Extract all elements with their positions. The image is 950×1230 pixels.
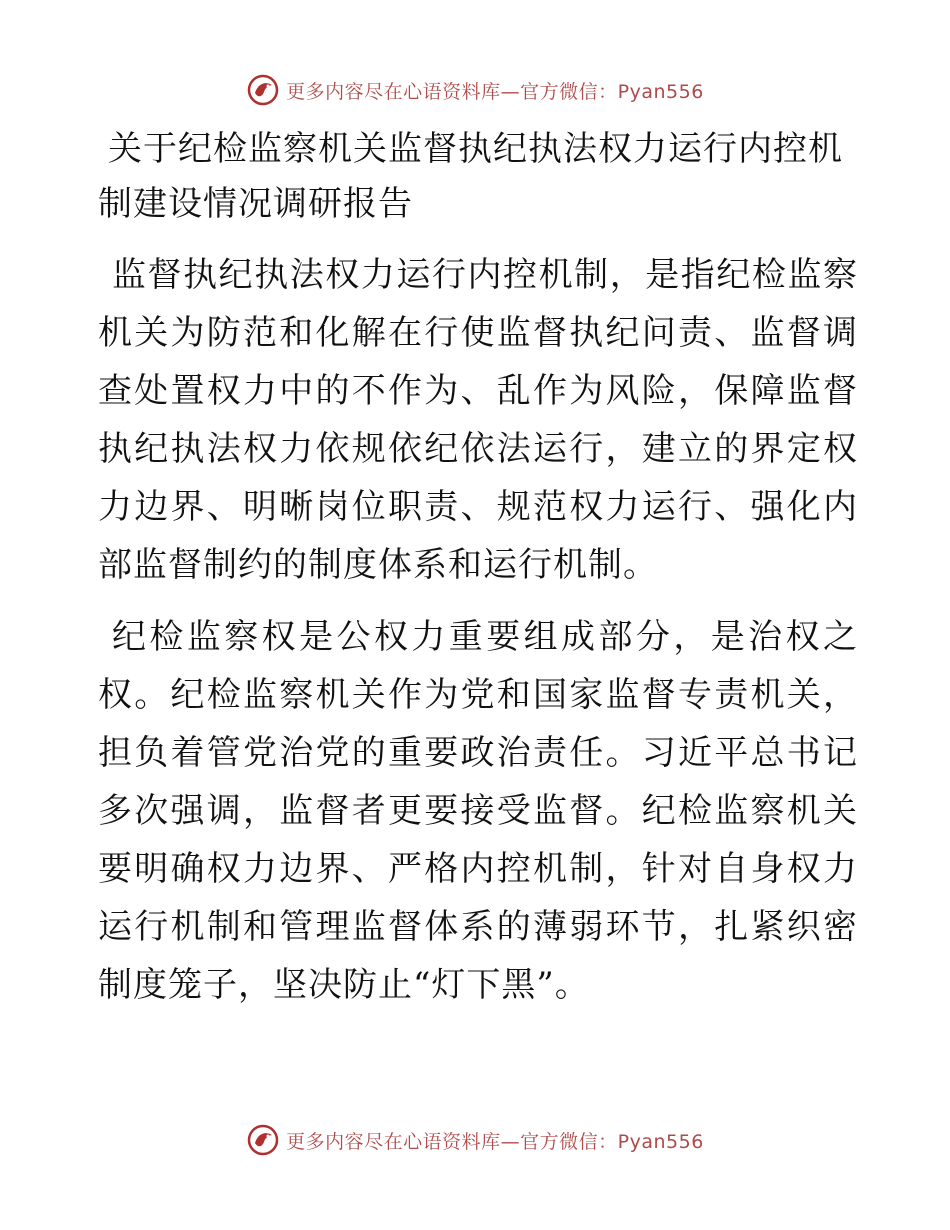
banner-text: 更多内容尽在心语资料库—官方微信：Pyan556: [286, 1130, 704, 1153]
paragraph-2: 纪检监察权是公权力重要组成部分，是治权之权。纪检监察机关作为党和国家监督专责机关，担负着管党治党的重要政治责任。习近平总书记多次强调，监督者更要接受监督。纪检监察机关要明确权力边界、严格内控机制，针对自身权力运行机制和管理监督体系的薄弱环节，扎紧织密制度笼子，坚决防止“灯下黑”。: [98, 617, 858, 1005]
footer-banner: [0, 1120, 950, 1160]
document-title: 关于纪检监察机关监督执纪执法权力运行内控机制建设情况调研报告: [98, 129, 843, 224]
banner-text: 更多内容尽在心语资料库—官方微信：Pyan556: [286, 80, 704, 103]
document-body: [98, 122, 858, 1028]
paragraph-1: 监督执纪执法权力运行内控机制，是指纪检监察机关为防范和化解在行使监督执纪问责、监督调查处置权力中的不作为、乱作为风险，保障监督执纪执法权力依规依纪依法运行，建立的界定权力边界、明晰岗位职责、规范权力运行、强化内部监督制约的制度体系和运行机制。: [98, 255, 858, 585]
header-banner: [0, 70, 950, 110]
red-bird-seal-icon: [246, 1123, 280, 1157]
red-bird-seal-icon: [246, 73, 280, 107]
